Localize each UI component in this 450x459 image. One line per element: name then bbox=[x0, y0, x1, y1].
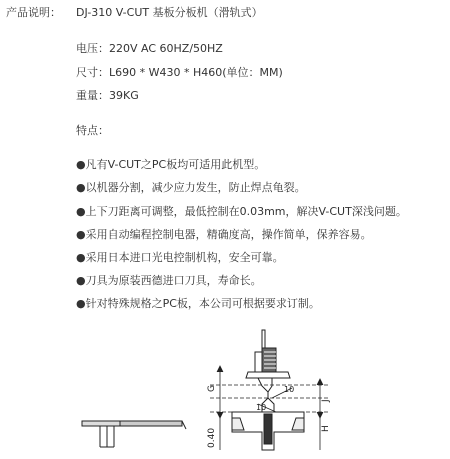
feature-item: ●采用日本进口光电控制机构，安全可靠。 bbox=[76, 251, 284, 264]
feature-item: ●上下刀距离可调整，最低控制在0.03mm，解决V-CUT深浅问题。 bbox=[76, 205, 407, 218]
dimension-label-g: G bbox=[207, 385, 217, 392]
features-heading: 特点： bbox=[76, 124, 109, 137]
dimension-label-depth: 0.40 bbox=[207, 427, 217, 448]
spec-dimensions: 尺寸：L690 * W430 * H460(单位：MM) bbox=[76, 66, 283, 79]
dimension-label-h: H bbox=[321, 425, 331, 432]
feature-item: ●凡有V-CUT之PC板均可适用此机型。 bbox=[76, 158, 266, 171]
section-label: 产品说明： bbox=[6, 6, 61, 19]
spec-voltage: 电压：220V AC 60HZ/50HZ bbox=[76, 42, 223, 55]
lower-blade-holder bbox=[232, 398, 304, 450]
pcb-board-side-view bbox=[82, 421, 186, 447]
feature-item: ●刀具为原装西德进口刀具，寿命长。 bbox=[76, 274, 262, 287]
feature-item: ●采用自动编程控制电器，精确度高，操作简单，保养容易。 bbox=[76, 228, 372, 241]
spec-weight: 重量：39KG bbox=[76, 89, 139, 102]
angle-label-top: 10 bbox=[284, 385, 295, 394]
dimension-label-j: J bbox=[321, 399, 331, 402]
product-title: DJ-310 V-CUT 基板分板机（滑轨式） bbox=[76, 6, 263, 19]
feature-item: ●以机器分割，减少应力发生，防止焊点龟裂。 bbox=[76, 181, 306, 194]
angle-label-bottom: 10 bbox=[256, 403, 267, 412]
feature-item: ●针对特殊规格之PC板，本公司可根据要求订制。 bbox=[76, 297, 320, 310]
